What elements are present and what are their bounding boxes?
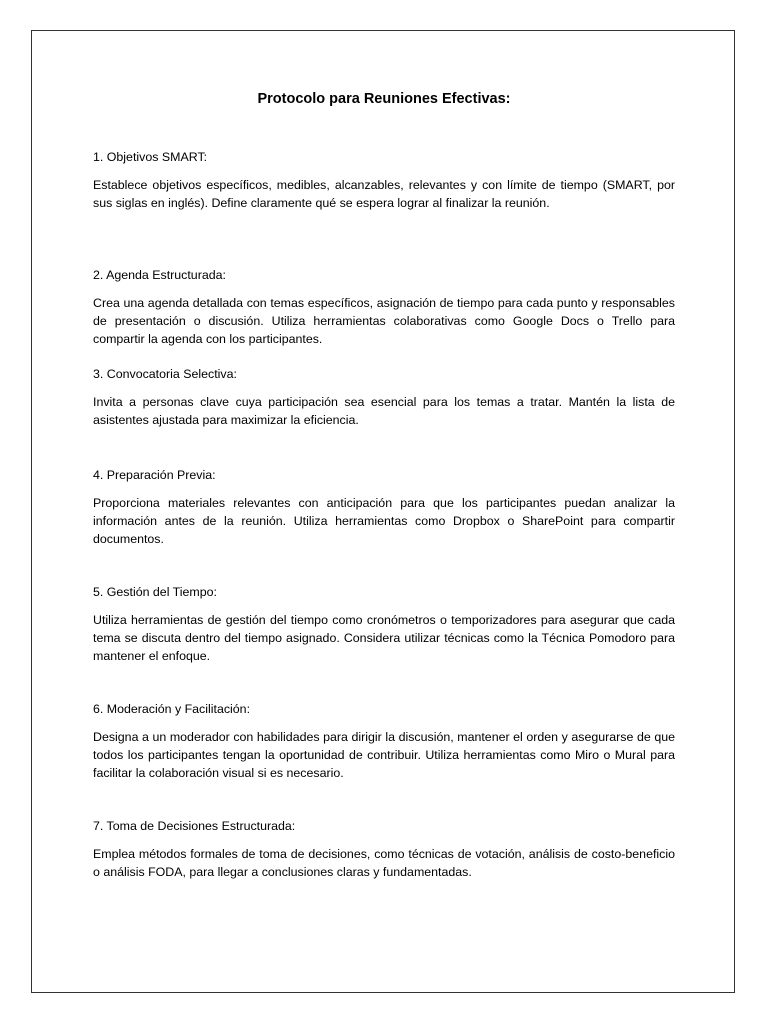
- section-body: Invita a personas clave cuya participación sea esencial para los temas a tratar. Mantén la lista de asistentes ajustada para maximizar la eficiencia.: [93, 395, 675, 428]
- section-body: Emplea métodos formales de toma de decisiones, como técnicas de votación, análisis de costo-beneficio o análisis FODA, para llegar a conclusiones claras y fundamentadas.: [93, 847, 675, 880]
- document-page: [31, 30, 735, 993]
- section-list: [93, 148, 675, 897]
- section-body: Designa a un moderador con habilidades para dirigir la discusión, mantener el orden y asegurarse de que todos los participantes tengan la oportunidad de contribuir. Utiliza herramientas como Miro o Mural para facilitar la colaboración visual si es necesario.: [93, 730, 675, 781]
- section-heading: 6. Moderación y Facilitación:: [93, 702, 251, 716]
- section-heading: 5. Gestión del Tiempo:: [93, 585, 217, 599]
- section-body: Establece objetivos específicos, medibles, alcanzables, relevantes y con límite de tiempo (SMART, por sus siglas en inglés). Define claramente qué se espera lograr al finalizar la reunión.: [93, 178, 675, 211]
- section-heading: 2. Agenda Estructurada:: [93, 268, 226, 282]
- section-heading: 1. Objetivos SMART:: [93, 150, 208, 164]
- section-toma-de-decisiones: [93, 817, 675, 897]
- section-heading: 7. Toma de Decisiones Estructurada:: [93, 819, 296, 833]
- section-body: Crea una agenda detallada con temas específicos, asignación de tiempo para cada punto y responsables de presentación o discusión. Utiliza herramientas colaborativas como Google Docs o Trello para compartir la agenda con los participantes.: [93, 296, 675, 347]
- document-title: Protocolo para Reuniones Efectivas:: [257, 91, 511, 107]
- section-heading: 3. Convocatoria Selectiva:: [93, 367, 237, 381]
- section-preparacion-previa: [93, 466, 675, 583]
- section-body: Proporciona materiales relevantes con anticipación para que los participantes puedan analizar la información antes de la reunión. Utiliza herramientas como Dropbox o SharePoint para compartir documentos.: [93, 496, 675, 547]
- section-heading: 4. Preparación Previa:: [93, 468, 216, 482]
- section-convocatoria-selectiva: [93, 365, 675, 466]
- section-body: Utiliza herramientas de gestión del tiempo como cronómetros o temporizadores para asegurar que cada tema se discuta dentro del tiempo asignado. Considera utilizar técnicas como la Técnica Pomodoro para mantener el enfoque.: [93, 613, 675, 664]
- section-moderacion-facilitacion: [93, 700, 675, 817]
- section-objetivos-smart: [93, 148, 675, 266]
- section-gestion-del-tiempo: [93, 583, 675, 700]
- section-agenda-estructurada: [93, 266, 675, 365]
